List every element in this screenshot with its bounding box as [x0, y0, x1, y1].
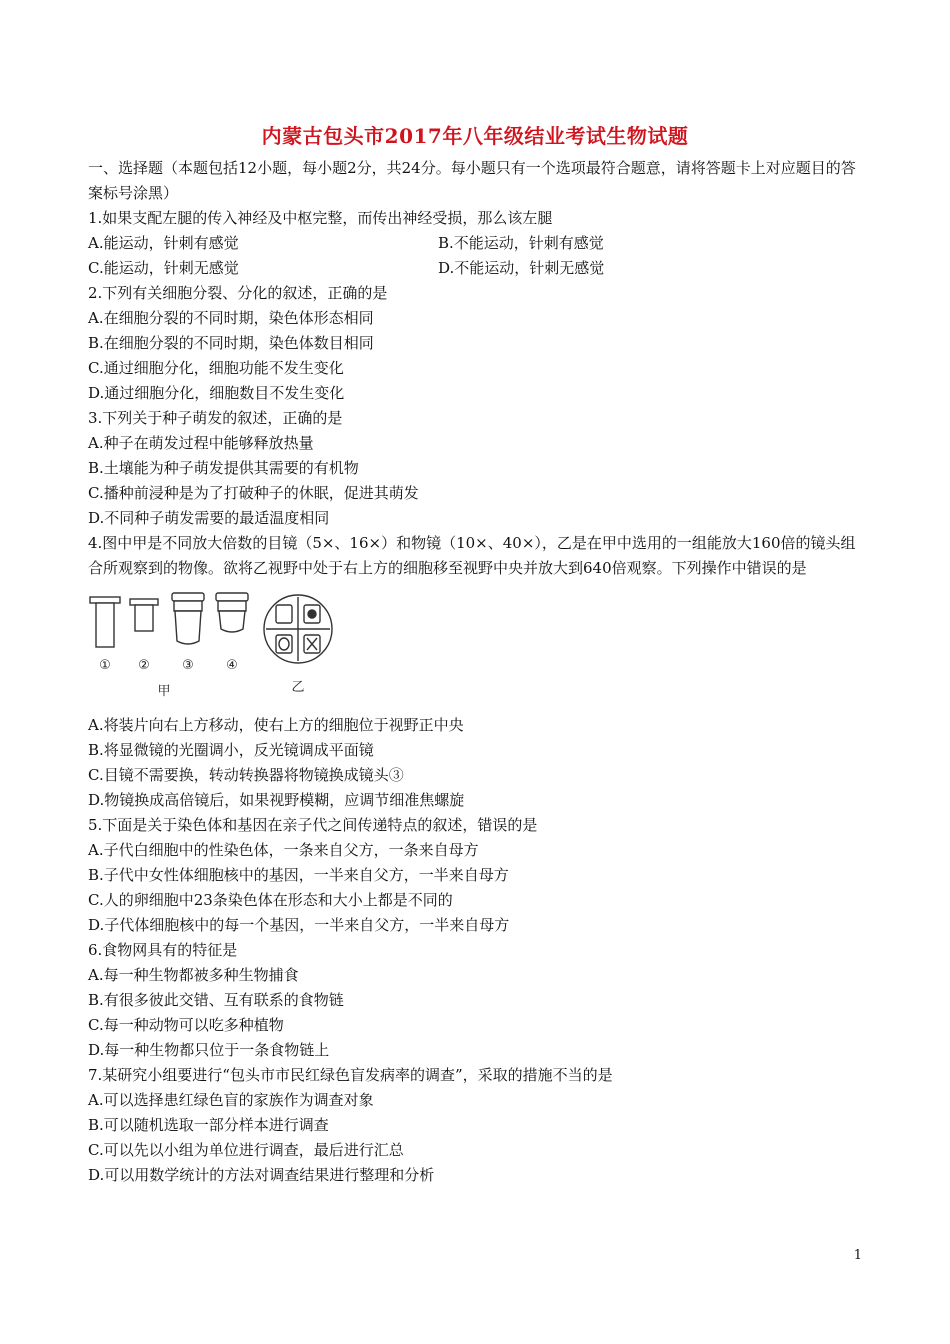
- cell-nucleus-dark: [308, 610, 316, 618]
- q4-option-b: B.将显微镜的光圈调小，反光镜调成平面镜: [88, 741, 374, 759]
- q3-option-d: D.不同种子萌发需要的最适温度相同: [88, 509, 330, 527]
- q1-stem: 1.如果支配左腿的传入神经及中枢完整，而传出神经受损，那么该左腿: [88, 209, 553, 227]
- lens-4-barrel: [219, 611, 245, 632]
- lens-2-body: [135, 605, 153, 631]
- q4-stem: 4.图中甲是不同放大倍数的目镜（5×、16×）和物镜（10×、40×），乙是在甲中选用的一组能放大160倍的镜头组合所观察到的物像。欲将乙视野中处于右上方的细胞移至视野中央并放大到640倍观察。下列操作中错误的是: [88, 534, 856, 577]
- q4-option-d: D.物镜换成高倍镜后，如果视野模糊，应调节细准焦螺旋: [88, 791, 465, 809]
- q1-option-a: A.能运动，针刺有感觉: [88, 234, 239, 252]
- section-intro: 一、选择题（本题包括12小题，每小题2分，共24分。每小题只有一个选项最符合题意，请将答题卡上对应题目的答案标号涂黑）: [88, 159, 856, 202]
- q7-option-d: D.可以用数学统计的方法对调查结果进行整理和分析: [88, 1166, 435, 1184]
- q4-option-c: C.目镜不需要换，转动转换器将物镜换成镜头③: [88, 766, 404, 784]
- q5-option-d: D.子代体细胞核中的每一个基因，一半来自父方，一半来自母方: [88, 916, 510, 934]
- cell-top-left: [276, 605, 292, 623]
- q5-stem: 5.下面是关于染色体和基因在亲子代之间传递特点的叙述，错误的是: [88, 816, 538, 834]
- q1-option-b: B.不能运动，针刺有感觉: [438, 234, 604, 252]
- group-label-jia: 甲: [157, 684, 171, 699]
- lens-3-cap: [172, 593, 204, 601]
- q2-stem: 2.下列有关细胞分裂、分化的叙述，正确的是: [88, 284, 388, 302]
- q1-options-row1: [88, 231, 868, 256]
- q6-stem: 6.食物网具有的特征是: [88, 941, 238, 959]
- q5-option-a: A.子代白细胞中的性染色体，一条来自父方，一条来自母方: [88, 841, 479, 859]
- lens-4-cap: [216, 593, 248, 601]
- q6-option-d: D.每一种生物都只位于一条食物链上: [88, 1041, 330, 1059]
- q5-option-c: C.人的卵细胞中23条染色体在形态和大小上都是不同的: [88, 891, 453, 909]
- q3-option-a: A.种子在萌发过程中能够释放热量: [88, 434, 314, 452]
- q3-option-b: B.土壤能为种子萌发提供其需要的有机物: [88, 459, 359, 477]
- q3-option-c: C.播种前浸种是为了打破种子的休眠，促进其萌发: [88, 484, 419, 502]
- group-label-yi: 乙: [291, 680, 305, 695]
- lens-diagram: [88, 589, 388, 709]
- q2-option-d: D.通过细胞分化，细胞数目不发生变化: [88, 384, 345, 402]
- q1-options-row2: [88, 256, 868, 281]
- q1-option-d: D.不能运动，针刺无感觉: [438, 259, 605, 277]
- q2-option-c: C.通过细胞分化，细胞功能不发生变化: [88, 359, 344, 377]
- q7-option-a: A.可以选择患红绿色盲的家族作为调查对象: [88, 1091, 374, 1109]
- lens-label-3: ③: [182, 658, 194, 673]
- q1-option-c: C.能运动，针刺无感觉: [88, 259, 239, 277]
- page-title: 内蒙古包头市2017年八年级结业考试生物试题: [261, 124, 689, 148]
- lens-1-rim: [90, 597, 120, 603]
- q4-option-a: A.将装片向右上方移动，使右上方的细胞位于视野正中央: [88, 716, 464, 734]
- lens-2-rim: [130, 599, 158, 605]
- lens-1-body: [96, 603, 114, 647]
- lens-label-4: ④: [226, 658, 238, 673]
- q5-option-b: B.子代中女性体细胞核中的基因，一半来自父方，一半来自母方: [88, 866, 509, 884]
- q7-option-b: B.可以随机选取一部分样本进行调查: [88, 1116, 329, 1134]
- lens-3-barrel: [175, 611, 201, 644]
- q6-option-a: A.每一种生物都被多种生物捕食: [88, 966, 299, 984]
- lens-3-thread: [174, 601, 202, 611]
- cell-nucleus-ring: [279, 638, 289, 650]
- q6-option-c: C.每一种动物可以吃多种植物: [88, 1016, 284, 1034]
- page-number: 1: [853, 1248, 862, 1263]
- q2-option-a: A.在细胞分裂的不同时期，染色体形态相同: [88, 309, 374, 327]
- lens-label-1: ①: [99, 658, 111, 673]
- microscope-figure: [88, 589, 868, 709]
- q3-stem: 3.下列关于种子萌发的叙述，正确的是: [88, 409, 343, 427]
- q6-option-b: B.有很多彼此交错、互有联系的食物链: [88, 991, 344, 1009]
- lens-label-2: ②: [138, 658, 150, 673]
- q7-stem: 7.某研究小组要进行“包头市市民红绿色盲发病率的调查”，采取的措施不当的是: [88, 1066, 613, 1084]
- exam-content: [88, 156, 868, 1188]
- lens-4-thread: [218, 601, 246, 611]
- q7-option-c: C.可以先以小组为单位进行调查，最后进行汇总: [88, 1141, 404, 1159]
- q2-option-b: B.在细胞分裂的不同时期，染色体数目相同: [88, 334, 374, 352]
